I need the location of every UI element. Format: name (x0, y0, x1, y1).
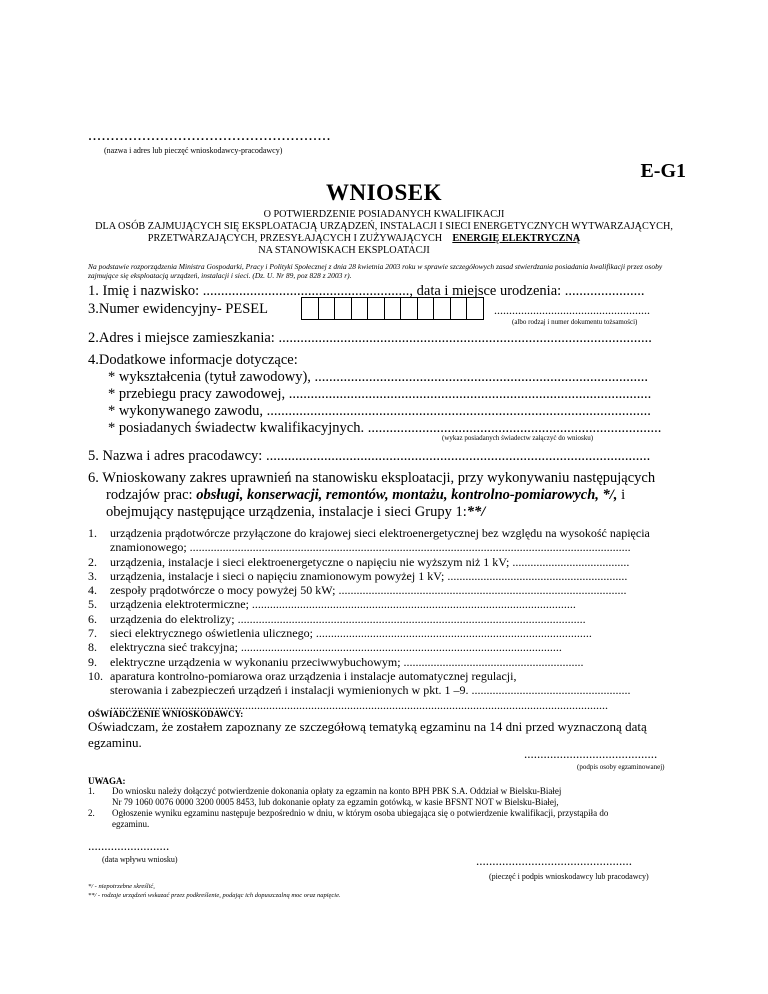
pesel-box[interactable] (450, 297, 468, 320)
device-item-number: 3. (88, 568, 97, 583)
pesel-box[interactable] (433, 297, 451, 320)
device-item-text: ...................................................................................................................................................................... (110, 697, 608, 712)
device-item-number: 4. (88, 583, 97, 598)
pesel-box[interactable] (351, 297, 369, 320)
device-item-text: elektryczna sieć trakcyjna; ........................................................................................................... (110, 640, 562, 655)
device-item[interactable] (88, 597, 650, 611)
device-item-text: urządzenia elektrotermiczne; ............................................................................................................ (110, 597, 576, 612)
pesel-box[interactable] (466, 297, 484, 320)
pesel-box[interactable] (367, 297, 385, 320)
device-item[interactable] (88, 526, 650, 540)
subtitle-line-3: PRZETWARZAJĄCYCH, PRZESYŁAJĄCYCH I ZUŻYWAJĄCYCH ENERGIĘ ELEKTRYCZNĄ (147, 233, 581, 244)
device-item[interactable] (88, 626, 650, 640)
device-item-number: 8. (88, 640, 97, 655)
notice-heading: UWAGA: (88, 776, 126, 786)
device-item-number: 7. (88, 626, 97, 641)
pesel-box[interactable] (334, 297, 352, 320)
declaration-text-1: Oświadczam, że zostałem zapoznany ze szczegółową tematyką egzaminu na 14 dni przed wyznaczoną datą (88, 719, 647, 734)
notice-num-1: 1. (88, 786, 95, 796)
device-item-number: 9. (88, 654, 97, 669)
id-document-line[interactable]: .................................................... (494, 303, 650, 317)
applicant-stamp-line: ...................................................... (88, 127, 331, 144)
device-item-number: 2. (88, 554, 97, 569)
device-item-text: urządzenia, instalacje i sieci o napięciu znamionowym powyżej 1 kV; ............................................................ (110, 568, 628, 583)
device-item[interactable] (88, 655, 650, 669)
scope-line-3: obejmujący następujące urządzenia, instalacje i sieci Grupy 1:**/ (106, 504, 486, 520)
device-item[interactable] (88, 612, 650, 626)
subtitle-underlined: ENERGIĘ ELEKTRYCZNĄ (452, 233, 581, 244)
pesel-box[interactable] (384, 297, 402, 320)
field-education[interactable]: * wykształcenia (tytuł zawodowy), ............................................................................................ (108, 369, 649, 385)
field-profession[interactable]: * wykonywanego zawodu, .......................................................................................................... (108, 403, 651, 419)
field-work-history[interactable]: * przebiegu pracy zawodowej, .................................................................................................... (108, 386, 652, 402)
device-item[interactable] (88, 683, 650, 697)
field-additional-info: 4.Dodatkowe informacje dotyczące: (88, 352, 298, 368)
applicant-signature-caption: (pieczęć i podpis wnioskodawcy lub pracodawcy) (489, 872, 649, 881)
applicant-signature-line[interactable]: ................................................ (476, 853, 632, 868)
form-code: E-G1 (640, 160, 686, 182)
footnote-1: */ - niepotrzebne skreślić, (88, 883, 155, 890)
device-item-text: urządzenia do elektrolizy; .................................................................................................................... (110, 611, 586, 626)
device-item-text: znamionowego; ................................................................................................................................................... (110, 540, 631, 555)
form-title: WNIOSEK (326, 180, 442, 205)
examinee-signature-line[interactable]: ......................................... (524, 746, 658, 761)
device-item-number: 5. (88, 597, 97, 612)
examinee-signature-caption: (podpis osoby egzaminowanej) (577, 763, 665, 771)
field-certificates[interactable]: * posiadanych świadectw kwalifikacyjnych. ................................................................................. (108, 420, 662, 436)
date-received-line[interactable]: ......................... (88, 838, 170, 853)
device-item-text: urządzenia, instalacje i sieci elektroenergetyczne o napięciu nie wyższym niż 1 kV; ....................................... (110, 554, 630, 569)
pesel-boxes[interactable] (302, 297, 484, 320)
field-employer[interactable]: 5. Nazwa i adres pracodawcy: .......................................................................................................... (88, 448, 651, 464)
scope-line-2: rodzajów prac: obsługi, konserwacji, remontów, montażu, kontrolno-pomiarowych, */, i (106, 487, 626, 503)
device-item-number: 10. (88, 668, 103, 683)
footnote-2: **/ - rodzaje urządzeń wskazać przez podkreślenie, podając ich dopuszczalną moc oraz napięcie. (88, 892, 341, 899)
date-received-caption: (data wpływu wniosku) (102, 855, 178, 864)
certificates-caption: (wykaz posiadanych świadectw załączyć do wniosku) (442, 434, 594, 442)
device-item-text: elektryczne urządzenia w wykonaniu przeciwwybuchowym; ............................................................ (110, 654, 584, 669)
device-item-text: zespoły prądotwórcze o mocy powyżej 50 kW; ................................................................................................ (110, 583, 627, 598)
field-name-birth[interactable]: 1. Imię i nazwisko: ........................................................., data i miejsce urodzenia: ...................... (88, 283, 645, 299)
pesel-box[interactable] (400, 297, 418, 320)
notice-text-2a: Ogłoszenie wyniku egzaminu następuje bezpośrednio w dniu, w którym osoba ubiegająca się o potwierdzenie kwalifikacji, przystąpiła do (112, 808, 609, 818)
notice-text-1b: Nr 79 1060 0076 0000 3200 0005 8453, lub dokonanie opłaty za egzamin gotówką, w kasie BFSNT NOT w Bielsku-Białej, (112, 797, 559, 807)
field-pesel-label: 3.Numer ewidencyjny- PESEL (88, 301, 269, 317)
device-item-text: sieci elektrycznego oświetlenia ulicznego; ............................................................................................ (110, 626, 592, 641)
legal-basis: Na podstawie rozporządzenia Ministra Gospodarki, Pracy i Polityki Społecznej z dnia 28 kwietnia 2003 roku w sprawie szczegółowych zasad stwierdzania posiadania kwalifikacji przez osoby zajmujące się eksploatacją urządzeń, instalacji i sieci. (Dz. U. Nr 89, poz 828 z 2003 r). (88, 262, 663, 280)
notice-text-1a: Do wniosku należy dołączyć potwierdzenie dokonania opłaty za egzamin na konto BPH PBK S.A. Oddział w Bielsku-Białej (112, 786, 562, 796)
subtitle-line-1: O POTWIERDZENIE POSIADANYCH KWALIFIKACJI (263, 209, 505, 220)
device-item[interactable] (88, 569, 650, 583)
subtitle-line-2: DLA OSÓB ZAJMUJĄCYCH SIĘ EKSPLOATACJĄ URZĄDZEŃ, INSTALACJI I SIECI ENERGETYCZNYCH WYTWARZAJĄCYCH, (95, 221, 673, 232)
device-item-number: 1. (88, 526, 97, 540)
id-document-caption: (albo rodzaj i numer dokumentu tożsamości) (512, 318, 638, 326)
declaration-text-2: egzaminu. (88, 735, 142, 750)
pesel-box[interactable] (417, 297, 435, 320)
device-item-text: urządzenia prądotwórcze przyłączone do krajowej sieci elektroenergetycznej bez względu na wysokość napięcia (110, 526, 650, 540)
declaration-heading: OŚWIADCZENIE WNIOSKODAWCY: (88, 709, 244, 719)
device-item-text: sterowania i zabezpieczeń urządzeń i instalacji wymienionych w pkt. 1 –9. ..................................................... (110, 683, 631, 698)
device-item[interactable] (88, 555, 650, 569)
subtitle-line-4: NA STANOWISKACH EKSPLOATACJI (258, 245, 430, 256)
device-item-text: aparatura kontrolno-pomiarowa oraz urządzenia i instalacje automatycznej regulacji, (110, 668, 517, 683)
field-address[interactable]: 2.Adres i miejsce zamieszkania: ....................................................................................................... (88, 330, 652, 346)
device-list (88, 526, 650, 712)
device-item[interactable] (88, 640, 650, 654)
device-item-number: 6. (88, 611, 97, 626)
device-item[interactable] (88, 669, 650, 683)
device-item[interactable] (88, 540, 650, 554)
device-item[interactable] (88, 583, 650, 597)
pesel-box[interactable] (318, 297, 336, 320)
applicant-stamp-caption: (nazwa i adres lub pieczęć wnioskodawcy-pracodawcy) (104, 146, 283, 155)
notice-text-2b: egzaminu. (112, 819, 150, 829)
work-types[interactable]: obsługi, konserwacji, remontów, montażu, kontrolno-pomiarowych, */, (196, 487, 618, 503)
notice-num-2: 2. (88, 808, 95, 818)
pesel-box[interactable] (301, 297, 319, 320)
scope-line-1: 6. Wnioskowany zakres uprawnień na stanowisku eksploatacji, przy wykonywaniu następujących (88, 470, 656, 486)
